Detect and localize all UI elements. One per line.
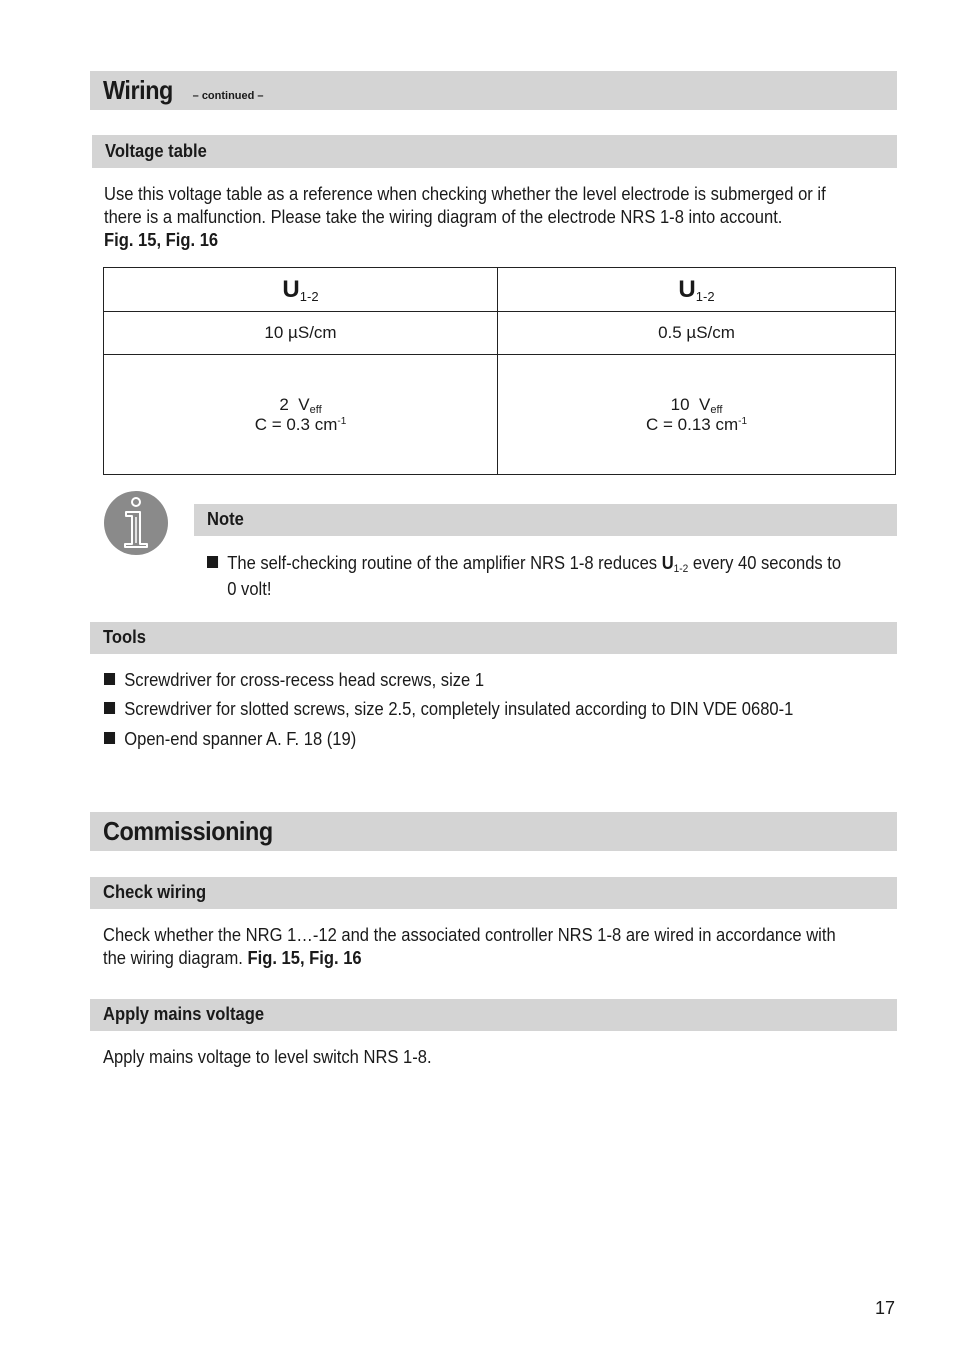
voltage-cell: 2 Veff C = 0.3 $cm^{-1}$ bbox=[104, 355, 498, 475]
voltage-table bbox=[103, 267, 896, 475]
wiring-title: Wiring bbox=[103, 75, 173, 105]
voltage-cell: 10 Veff C = 0.13 $cm^{-1}$ bbox=[498, 355, 896, 475]
tools-heading-bar bbox=[90, 622, 897, 654]
commissioning-title: Commissioning bbox=[103, 816, 273, 846]
page-number: 17 bbox=[875, 1298, 896, 1318]
check-wiring-text: Check whether the NRG 1…-12 and the associated controller NRS 1-8 are wired in accordance with the wiring diagram. Fig. 15, Fig. 16 bbox=[103, 925, 836, 968]
table-header-cell: $U_{1-2}$ bbox=[498, 268, 896, 312]
list-item: Screwdriver for slotted screws, size 2.5, completely insulated according to DIN VDE 0680-1 bbox=[104, 699, 793, 720]
conductivity-cell: 0.5 µS/cm bbox=[498, 312, 896, 355]
bullet-icon bbox=[104, 732, 115, 744]
intro-line-2: there is a malfunction. Please take the wiring diagram of the electrode NRS 1-8 into account. bbox=[104, 207, 783, 227]
intro-line-1: Use this voltage table as a reference when checking whether the level electrode is submerged or if bbox=[104, 184, 826, 204]
apply-mains-text: Apply mains voltage to level switch NRS 1-8. bbox=[103, 1047, 432, 1067]
table-row-conductivity bbox=[104, 312, 896, 355]
apply-mains-heading-bar bbox=[90, 999, 897, 1031]
note-text: The self-checking routine of the amplifier NRS 1-8 reduces U1-2 every 40 seconds to 0 volt! bbox=[207, 552, 841, 601]
wiring-heading-bar bbox=[90, 71, 897, 110]
conductivity-cell: 10 µS/cm bbox=[104, 312, 498, 355]
commissioning-heading-bar bbox=[90, 812, 897, 851]
check-wiring-heading-bar bbox=[90, 877, 897, 909]
bullet-icon bbox=[104, 702, 115, 714]
apply-mains-heading: Apply mains voltage bbox=[103, 1004, 265, 1024]
table-row-voltage bbox=[104, 355, 896, 475]
continued-label: – continued – bbox=[192, 90, 264, 102]
intro-fig-ref: Fig. 15, Fig. 16 bbox=[104, 230, 219, 250]
note-heading: Note bbox=[207, 509, 244, 529]
list-item: Open-end spanner A. F. 18 (19) bbox=[104, 729, 356, 750]
voltage-table-intro bbox=[104, 183, 826, 252]
voltage-table-heading: Voltage table bbox=[105, 141, 207, 161]
tools-heading: Tools bbox=[103, 627, 146, 647]
table-header-row bbox=[104, 268, 896, 312]
voltage-table-heading-bar bbox=[92, 135, 897, 168]
bullet-icon bbox=[104, 673, 115, 685]
check-wiring-heading: Check wiring bbox=[103, 882, 207, 902]
bullet-icon bbox=[207, 556, 218, 568]
list-item: Screwdriver for cross-recess head screws, size 1 bbox=[104, 670, 484, 691]
note-heading-bar bbox=[194, 504, 897, 536]
info-icon bbox=[103, 490, 169, 556]
table-header-cell: $U_{1-2}$ bbox=[104, 268, 498, 312]
